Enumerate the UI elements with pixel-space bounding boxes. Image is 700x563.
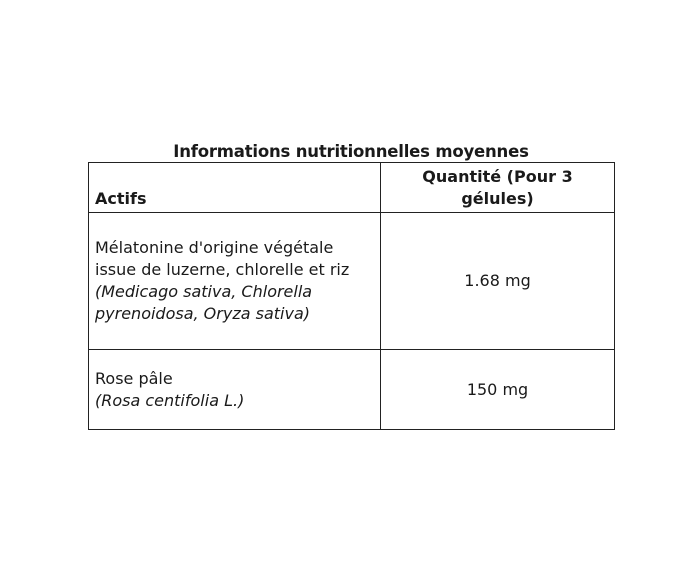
ingredient-amount: 1.68 mg xyxy=(381,213,615,350)
header-quantite: Quantité (Pour 3 gélules) xyxy=(381,163,615,213)
ingredient-name: Rose pâle xyxy=(95,368,173,388)
table-title: Informations nutritionnelles moyennes xyxy=(173,142,529,161)
table-row xyxy=(89,213,615,350)
header-row xyxy=(89,163,615,213)
nutrition-table xyxy=(88,162,615,430)
table-row xyxy=(89,350,615,430)
ingredient-latin-name: (Rosa centifolia L.) xyxy=(95,390,245,410)
ingredient-latin-name: (Medicago sativa, Chlorella pyrenoidosa, Oryza sativa) xyxy=(95,282,313,323)
ingredient-name: Mélatonine d'origine végétale issue de luzerne, chlorelle et riz xyxy=(95,238,350,279)
ingredient-amount: 150 mg xyxy=(381,350,615,430)
ingredient-cell xyxy=(89,350,381,430)
ingredient-cell xyxy=(89,213,381,350)
header-actifs: Actifs xyxy=(89,163,381,213)
